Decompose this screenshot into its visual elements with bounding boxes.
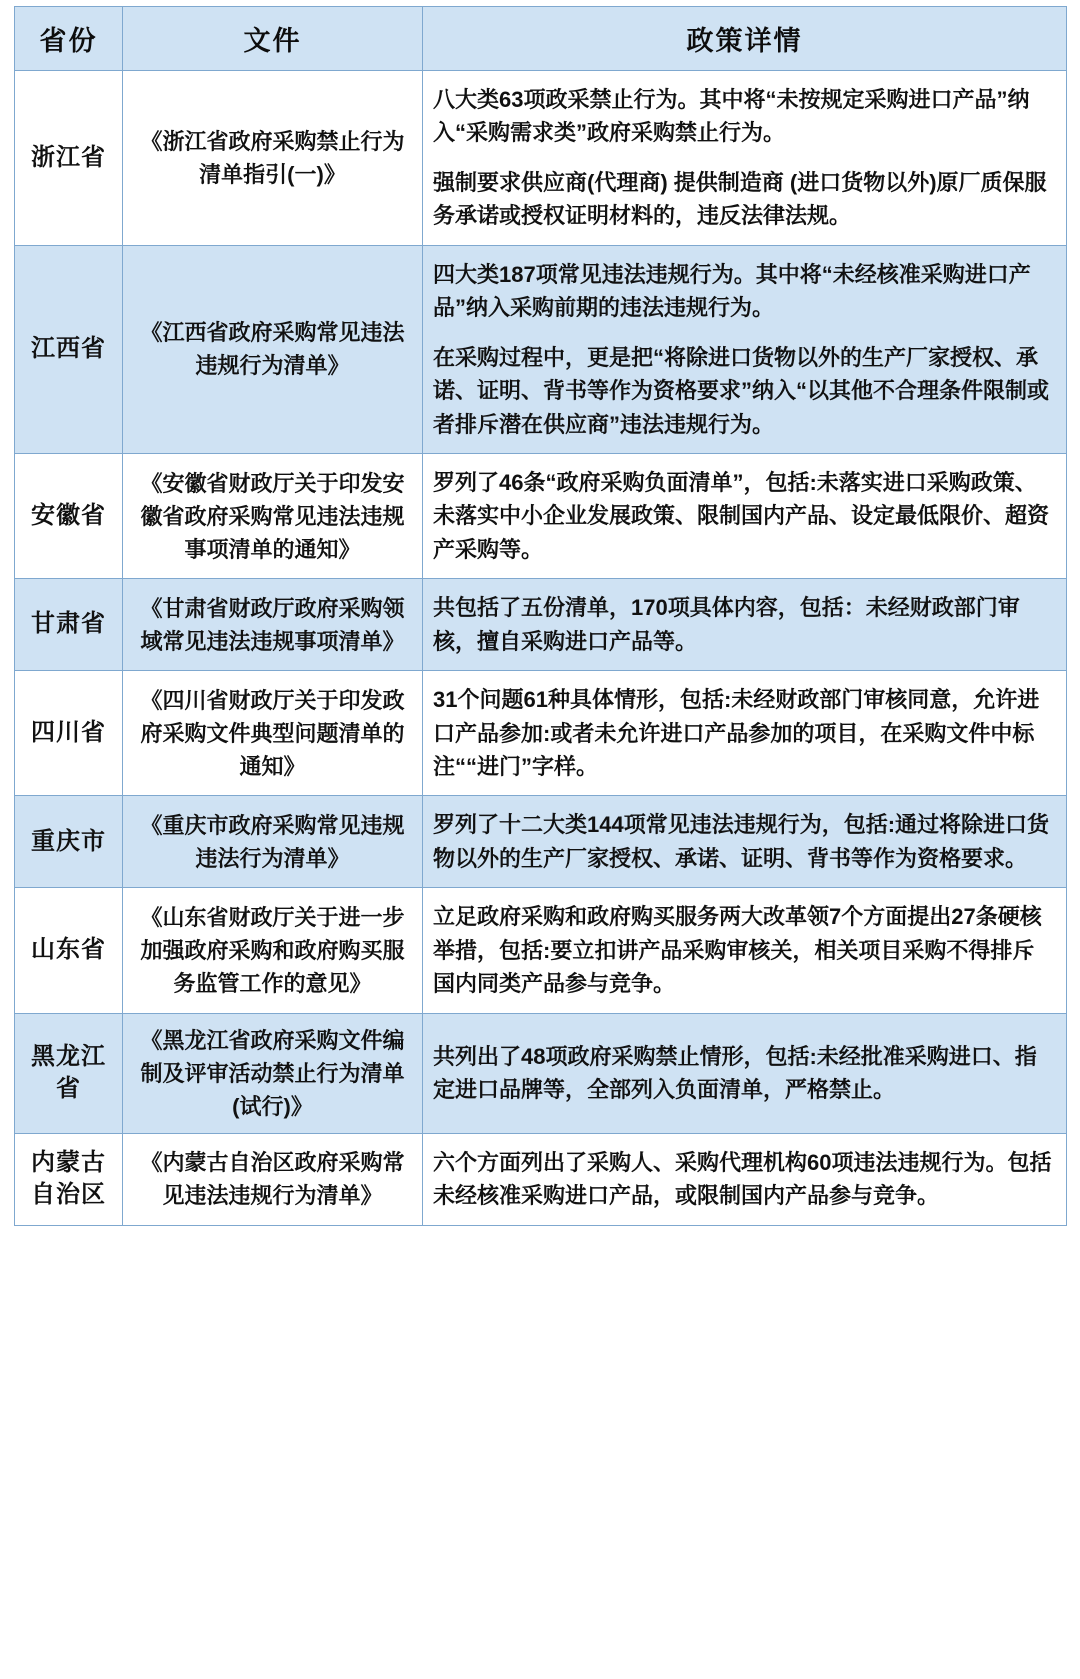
cell-detail	[423, 888, 1067, 1013]
cell-detail	[423, 1133, 1067, 1225]
detail-paragraph: 六个方面列出了采购人、采购代理机构60项违法违规行为。包括未经核准采购进口产品，或限制国内产品参与竞争。	[433, 1149, 1052, 1209]
cell-province: 江西省	[15, 245, 123, 453]
detail-paragraph: 立足政府采购和政府购买服务两大改革领7个方面提出27条硬核举措，包括:要立扣讲产品采购审核关，相关项目采购不得排斥国内同类产品参与竞争。	[433, 904, 1042, 997]
column-header-file: 文件	[123, 7, 423, 71]
detail-paragraph: 共包括了五份清单，170项具体内容，包括：未经财政部门审核，擅自采购进口产品等。	[433, 595, 1020, 654]
table-header-row	[15, 7, 1067, 71]
table-row	[15, 888, 1067, 1013]
cell-detail	[423, 796, 1067, 888]
cell-province: 甘肃省	[15, 579, 123, 671]
cell-file: 《江西省政府采购常见违法违规行为清单》	[123, 245, 423, 453]
column-header-province: 省份	[15, 7, 123, 71]
detail-paragraph: 在采购过程中，更是把“将除进口货物以外的生产厂家授权、承诺、证明、背书等作为资格要求”纳入“以其他不合理条件限制或者排斥潜在供应商”违法违规行为。	[433, 344, 1050, 437]
table-row	[15, 453, 1067, 578]
table-row	[15, 1133, 1067, 1225]
detail-paragraph: 四大类187项常见违法违规行为。其中将“未经核准采购进口产品”纳入采购前期的违法违规行为。	[433, 261, 1031, 321]
cell-province: 山东省	[15, 888, 123, 1013]
table-header	[15, 7, 1067, 71]
column-header-policy-detail: 政策详情	[423, 7, 1067, 71]
table-row	[15, 796, 1067, 888]
top-white-notch	[296, 0, 524, 6]
detail-paragraph: 31个问题61种具体情形，包括:未经财政部门审核同意，允许进口产品参加:或者未允许进口产品参加的项目，在采购文件中标注““进门”字样。	[433, 687, 1040, 779]
cell-file: 《黑龙江省政府采购文件编制及评审活动禁止行为清单(试行)》	[123, 1013, 423, 1133]
cell-detail	[423, 671, 1067, 796]
cell-file: 《安徽省财政厅关于印发安徽省政府采购常见违法违规事项清单的通知》	[123, 453, 423, 578]
cell-file: 《四川省财政厅关于印发政府采购文件典型问题清单的通知》	[123, 671, 423, 796]
cell-province: 内蒙古自治区	[15, 1133, 123, 1225]
cell-province: 黑龙江省	[15, 1013, 123, 1133]
cell-file: 《甘肃省财政厅政府采购领域常见违法违规事项清单》	[123, 579, 423, 671]
detail-paragraph: 共列出了48项政府采购禁止情形，包括:未经批准采购进口、指定进口品牌等，全部列入负面清单，严格禁止。	[433, 1043, 1037, 1103]
cell-detail	[423, 453, 1067, 578]
cell-file: 《浙江省政府采购禁止行为清单指引(一)》	[123, 71, 423, 246]
cell-file: 《重庆市政府采购常见违规违法行为清单》	[123, 796, 423, 888]
table-row	[15, 579, 1067, 671]
cell-detail	[423, 1013, 1067, 1133]
table-row	[15, 1013, 1067, 1133]
detail-paragraph: 八大类63项政采禁止行为。其中将“未按规定采购进口产品”纳入“采购需求类”政府采购禁止行为。	[433, 87, 1030, 146]
cell-detail	[423, 579, 1067, 671]
cell-file: 《山东省财政厅关于进一步加强政府采购和政府购买服务监管工作的意见》	[123, 888, 423, 1013]
table-row	[15, 245, 1067, 453]
cell-province: 浙江省	[15, 71, 123, 246]
cell-province: 安徽省	[15, 453, 123, 578]
detail-paragraph: 罗列了十二大类144项常见违法违规行为，包括:通过将除进口货物以外的生产厂家授权、承诺、证明、背书等作为资格要求。	[433, 812, 1050, 871]
government-procurement-policy-table	[14, 6, 1067, 1226]
cell-province: 四川省	[15, 671, 123, 796]
cell-file: 《内蒙古自治区政府采购常见违法违规行为清单》	[123, 1133, 423, 1225]
table-body	[15, 71, 1067, 1226]
cell-detail	[423, 245, 1067, 453]
cell-province: 重庆市	[15, 796, 123, 888]
table-row	[15, 71, 1067, 246]
detail-paragraph: 罗列了46条“政府采购负面清单”，包括:未落实进口采购政策、未落实中小企业发展政策、限制国内产品、设定最低限价、超资产采购等。	[433, 469, 1050, 562]
cell-detail	[423, 71, 1067, 246]
detail-paragraph: 强制要求供应商(代理商) 提供制造商 (进口货物以外)原厂质保服务承诺或授权证明材料的，违反法律法规。	[433, 169, 1047, 229]
table-row	[15, 671, 1067, 796]
